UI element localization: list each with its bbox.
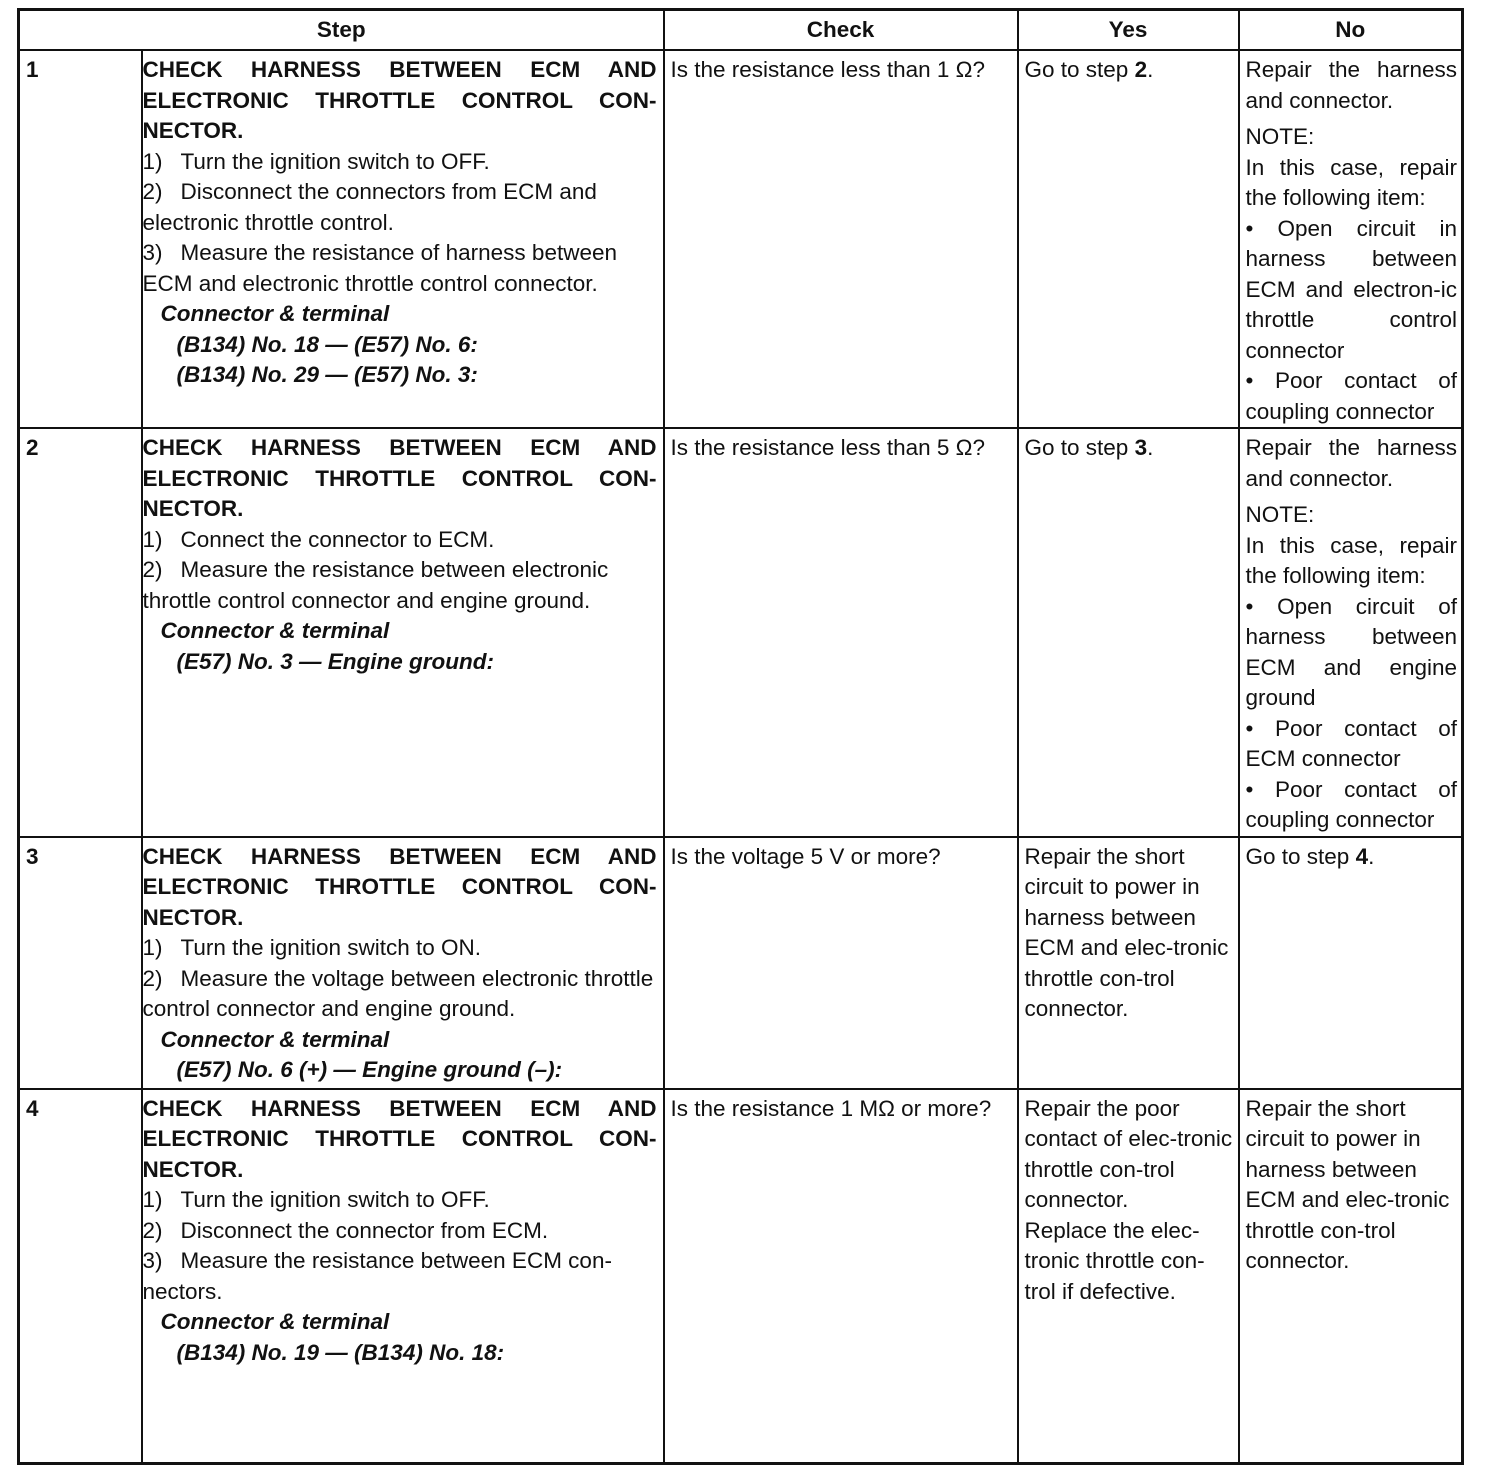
step-content: [142, 50, 664, 428]
step-number: 4: [19, 1089, 142, 1464]
table-row: [19, 1089, 1463, 1464]
no-text: Repair the harness and connector.: [1245, 57, 1458, 113]
terminal-spec: (E57) No. 6 (+) — Engine ground (–):: [176, 1057, 563, 1082]
header-step: Step: [19, 10, 664, 51]
note-text: In this case, repair the following item:: [1245, 154, 1458, 210]
connector-label: Connector & terminal: [160, 1309, 390, 1334]
substep: 1) Turn the ignition switch to ON.: [142, 935, 482, 960]
step-number: 2: [19, 428, 142, 837]
substep: 3) Measure the resistance between ECM con-nectors.: [142, 1248, 612, 1304]
terminal-spec: (B134) No. 29 — (E57) No. 3:: [176, 362, 478, 387]
check-cell: Is the resistance less than 5 Ω?: [664, 428, 1018, 837]
yes-cell: Go to step 3.: [1018, 428, 1239, 837]
step-title: CHECK HARNESS BETWEEN ECM AND ELECTRONIC THROTTLE CONTROL CON-NECTOR.: [142, 435, 657, 521]
substep: 2) Measure the resistance between electronic throttle control connector and engine ground.: [142, 557, 609, 613]
step-content: [142, 837, 664, 1089]
substep: 2) Measure the voltage between electronic throttle control connector and engine ground.: [142, 965, 654, 1021]
yes-text-2: Replace the elec-tronic throttle con-trol if defective.: [1024, 1217, 1205, 1304]
diagnostic-table: [17, 8, 1464, 1465]
no-cell: [1239, 428, 1463, 837]
substep: 2) Disconnect the connector from ECM.: [142, 1217, 549, 1243]
step-content: [142, 428, 664, 837]
yes-cell: [1018, 1089, 1239, 1464]
note-label: NOTE:: [1245, 502, 1315, 527]
connector-label: Connector & terminal: [160, 301, 390, 326]
yes-cell: Go to step 2.: [1018, 50, 1239, 428]
step-number: 3: [19, 837, 142, 1089]
header-yes: Yes: [1018, 10, 1239, 51]
note-item: • Poor contact of coupling connector: [1245, 368, 1458, 424]
substep: 2) Disconnect the connectors from ECM and electronic throttle control.: [142, 179, 597, 235]
note-item: • Open circuit in harness between ECM and electron-ic throttle control connector: [1245, 215, 1458, 363]
check-cell: Is the resistance less than 1 Ω?: [664, 50, 1018, 428]
table-row: [19, 50, 1463, 428]
no-cell: Repair the short circuit to power in harness between ECM and elec-tronic throttle con-trol connector.: [1239, 1089, 1463, 1464]
substep: 3) Measure the resistance of harness between ECM and electronic throttle control connector.: [142, 240, 617, 296]
yes-cell: Repair the short circuit to power in harness between ECM and elec-tronic throttle con-trol connector.: [1018, 837, 1239, 1089]
terminal-spec: (B134) No. 18 — (E57) No. 6:: [176, 331, 478, 357]
connector-label: Connector & terminal: [160, 1026, 390, 1052]
note-item: • Open circuit of harness between ECM and engine ground: [1245, 593, 1458, 710]
note-label: NOTE:: [1245, 124, 1315, 149]
step-title: CHECK HARNESS BETWEEN ECM AND ELECTRONIC THROTTLE CONTROL CON-NECTOR.: [142, 1095, 657, 1182]
no-cell: [1239, 50, 1463, 428]
note-item: • Poor contact of coupling connector: [1245, 776, 1458, 832]
no-text: Repair the harness and connector.: [1245, 435, 1458, 491]
step-number: 1: [19, 50, 142, 428]
table-row: [19, 837, 1463, 1089]
check-cell: Is the voltage 5 V or more?: [664, 837, 1018, 1089]
substep: 1) Turn the ignition switch to OFF.: [142, 1187, 490, 1212]
substep: 1) Connect the connector to ECM.: [142, 526, 495, 552]
check-cell: Is the resistance 1 MΩ or more?: [664, 1089, 1018, 1464]
note-text: In this case, repair the following item:: [1245, 532, 1458, 588]
step-title: CHECK HARNESS BETWEEN ECM AND ELECTRONIC THROTTLE CONTROL CON-NECTOR.: [142, 57, 657, 143]
connector-label: Connector & terminal: [160, 618, 390, 643]
step-title: CHECK HARNESS BETWEEN ECM AND ELECTRONIC THROTTLE CONTROL CON-NECTOR.: [142, 843, 657, 930]
table-row: [19, 428, 1463, 837]
note-item: • Poor contact of ECM connector: [1245, 715, 1458, 771]
step-content: [142, 1089, 664, 1464]
header-row: [19, 10, 1463, 51]
terminal-spec: (B134) No. 19 — (B134) No. 18:: [176, 1339, 505, 1365]
terminal-spec: (E57) No. 3 — Engine ground:: [176, 648, 495, 674]
no-cell: Go to step 4.: [1239, 837, 1463, 1089]
header-no: No: [1239, 10, 1463, 51]
header-check: Check: [664, 10, 1018, 51]
substep: 1) Turn the ignition switch to OFF.: [142, 148, 490, 174]
yes-text: Repair the poor contact of elec-tronic throttle con-trol connector.: [1024, 1095, 1233, 1212]
